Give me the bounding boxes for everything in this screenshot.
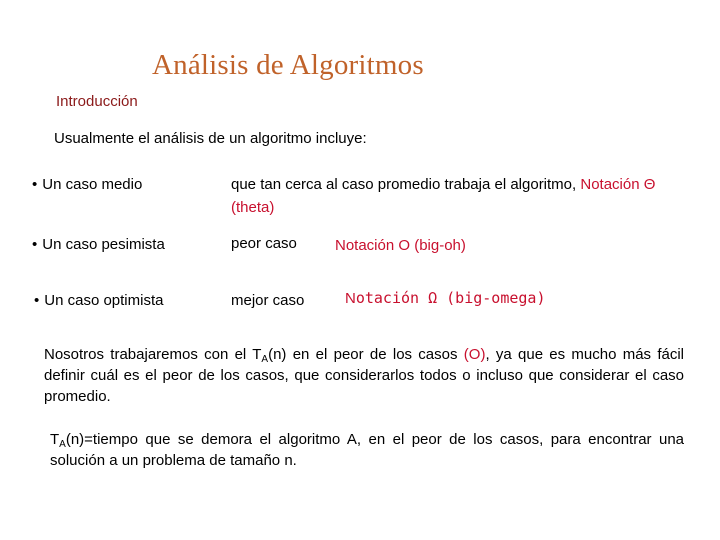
para1-text: , ya que es mucho más fácil definir cuál es el peor de los casos, que considerarlos todos o incluso que considerar el caso promedio. [44, 346, 685, 405]
bullet-average-case [32, 176, 142, 193]
average-case-description [231, 176, 655, 193]
notation-omega: otación Ω (big-omega) [355, 289, 546, 307]
case-label: Un caso optimista [44, 292, 164, 309]
para2-text: T [50, 431, 60, 448]
big-oh-highlight: (O) [463, 346, 486, 363]
best-case-description: mejor caso [231, 292, 305, 309]
subscript: A [261, 354, 269, 365]
worst-case-description: peor caso [231, 235, 297, 252]
paragraph-definition [50, 429, 684, 471]
bullet-worst-case [32, 236, 165, 253]
case-label: Un caso medio [42, 176, 143, 193]
intro-sentence: Usualmente el análisis de un algoritmo incluye: [54, 130, 367, 147]
notation-prefix: N [345, 290, 356, 307]
bullet-icon: • [32, 236, 38, 253]
para1-text: (n) en el peor de los casos [268, 346, 464, 363]
page-title: Análisis de Algoritmos [152, 49, 424, 81]
section-subtitle: Introducción [56, 93, 138, 110]
case-label: Un caso pesimista [42, 236, 165, 253]
paragraph-worst-case [44, 344, 684, 407]
bullet-icon: • [32, 176, 38, 193]
notation-big-omega [345, 289, 546, 308]
para2-text: (n)=tiempo que se demora el algoritmo A, en el peor de los casos, para encontrar una solución a un problema de tamaño n. [50, 431, 684, 469]
notation-theta-name: (theta) [231, 199, 275, 216]
notation-big-oh: Notación O (big-oh) [335, 237, 466, 254]
bullet-best-case [34, 292, 163, 309]
notation-theta: Notación Θ [580, 176, 656, 193]
case-desc: que tan cerca al caso promedio trabaja el algoritmo, [231, 176, 577, 193]
subscript: A [59, 439, 66, 450]
bullet-icon: • [34, 292, 40, 309]
para1-text: Nosotros trabajaremos con el T [44, 346, 262, 363]
